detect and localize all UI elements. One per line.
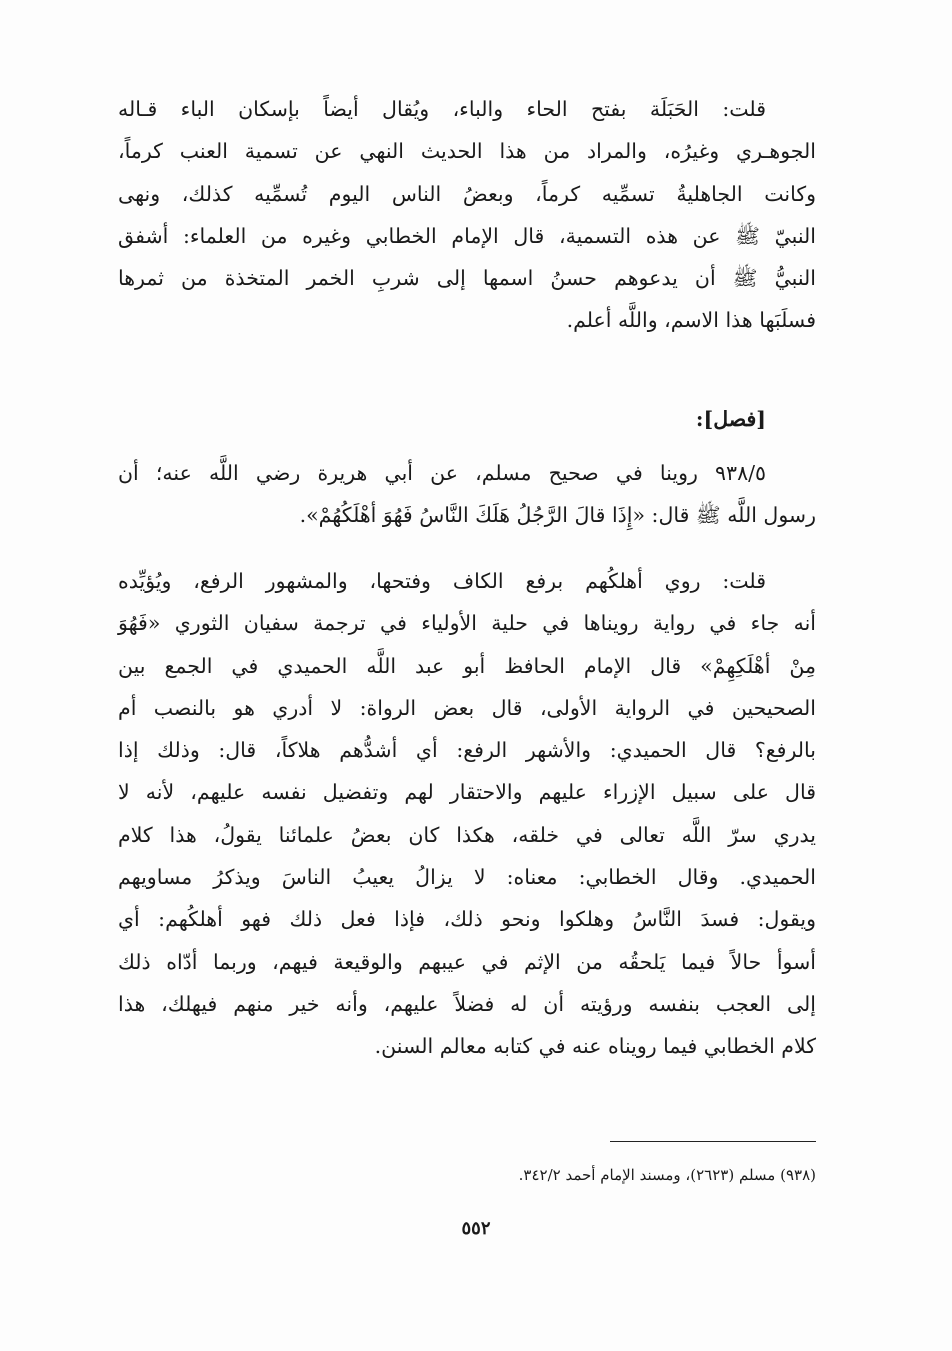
section-heading-text: [فصل]: [695,407,766,431]
paragraph-commentary-habala [118,88,816,342]
footnote: (٩٣٨) مسلم (٢٦٢٣)، ومسند الإمام أحمد ٣٤٢/٢. [518,1166,816,1184]
paragraph-hadith-938 [118,452,816,537]
text-line: فسلَبَها هذا الاسم، واللَّه أعلم. [566,308,816,333]
text-line: ويقول: فسدَ النَّاسُ وهلكوا ونحو ذلك، فإذا فعل ذلك فهو أهلكُهم: أي [118,907,816,932]
page-number: ٥٥٢ [461,1218,491,1239]
text-line: وكانت الجاهليةُ تسمِّيه كرماً، وبعضُ الناس اليوم تُسمِّيه كذلك، ونهى [118,181,816,206]
text-line: كلام الخطابي فيما رويناه عنه في كتابه معالم السنن. [374,1034,816,1059]
text-line: قال على سبيل الإزراء عليهم والاحتقار لهم وتفضيل نفسه عليهم، لأنه لا [118,780,816,805]
text-line: الحميدي. وقال الخطابي: معناه: لا يزالُ يعيبُ الناسَ ويذكرُ مساويهم [118,865,816,890]
text-line: ٩٣٨/٥ روينا في صحيح مسلم، عن أبي هريرة رضي اللَّه عنه؛ أن [118,461,766,485]
text-line: إلى العجب بنفسه ورؤيته أن له فضلاً عليهم، وأنه خير منهم فيهلك، هذا [118,991,816,1016]
text-line: النبيّ ﷺ عن هذه التسمية، قال الإمام الخطابي وغيره من العلماء: أشفق [118,223,816,248]
footnote-divider [610,1141,816,1142]
section-heading [118,398,816,440]
text-line: بالرفع؟ قال الحميدي: والأشهر الرفع: أي أشدُّهم هلاكاً، قال: وذلك إذا [118,738,816,763]
text-line: الصحيحين في الرواية الأولى، قال بعض الرواة: لا أدري هو بالنصب أم [118,695,816,720]
paragraph-commentary-ahlakahum [118,560,816,1068]
text-line: يدري سرّ اللَّه تعالى في خلقه، هكذا كان بعضُ علمائنا يقولُ، هذا كلام [118,822,816,847]
text-line: رسول اللَّه ﷺ قال: «إِذَا قالَ الرَّجُلُ هَلَكَ النَّاسُ فَهُوَ أهْلَكُهُمْ». [299,503,816,528]
text-line: أنه جاء في رواية رويناها في حلية الأولياء في ترجمة سفيان الثوري «فَهُوَ [118,611,816,636]
text-line: أسوأ حالاً فيما يَلحقُه من الإثم في عيبهم والوقيعة فيهم، وربما أدّاه ذلك [118,949,816,974]
text-line: قلت: الحَبَلَة بفتح الحاء والباء، ويُقال أيضاً بإسكان الباء قـاله [118,97,766,121]
text-line: مِنْ أهْلَكِهِمْ» قال الإمام الحافظ أبو عبد اللَّه الحميدي في الجمع بين [118,653,816,678]
text-line: الجوهـري وغيرُه، والمراد من هذا الحديث النهي عن تسمية العنب كرماً، [118,139,816,164]
text-line: النبيُّ ﷺ أن يدعوهم حسنُ اسمها إلى شربِ الخمر المتخذة من ثمرها [118,266,816,291]
text-line: قلت: روي أهلكُهم برفع الكاف وفتحها، والمشهور الرفع، ويُؤيِّده [118,569,766,593]
